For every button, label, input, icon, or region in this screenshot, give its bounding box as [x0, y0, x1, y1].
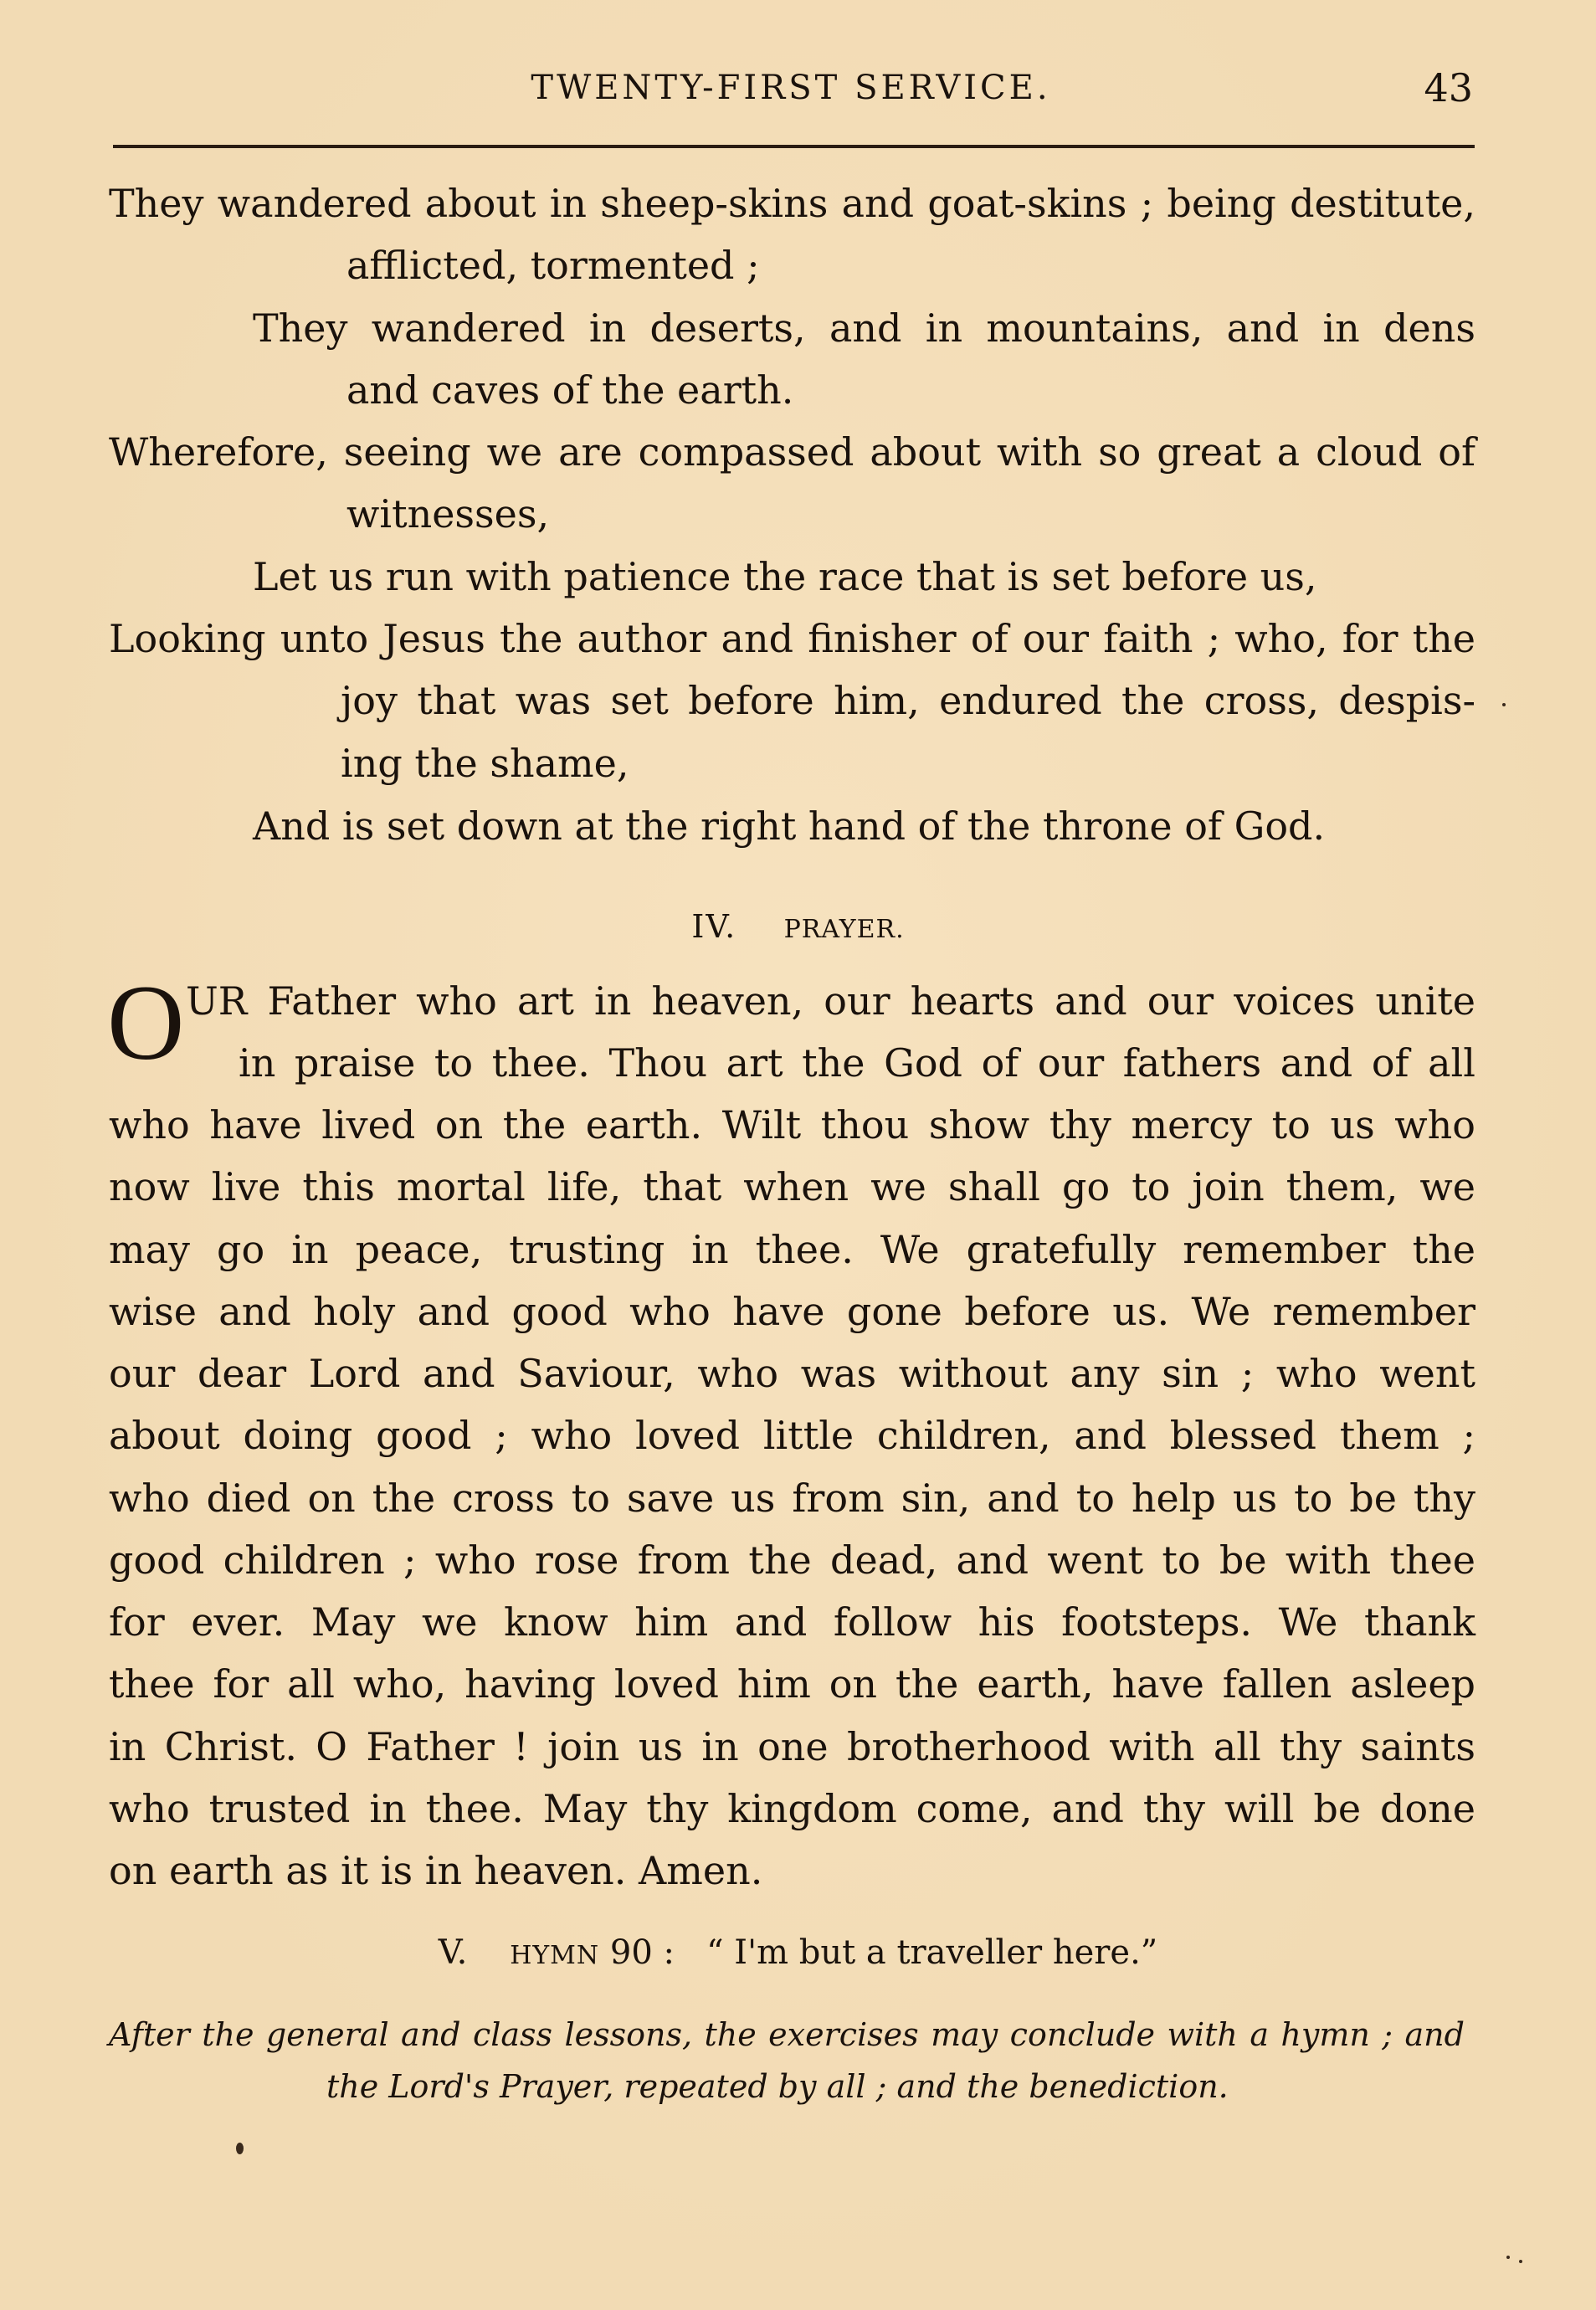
prayer-line: who died on the cross to save us from sin, and to help us to be thy [109, 1476, 1475, 1521]
scripture-line: And is set down at the right hand of the throne of God. [253, 803, 1326, 849]
hymn-line [0, 1933, 1596, 1972]
hymn-label: HYMN [510, 1941, 600, 1970]
prayer-line: wise and holy and good who have gone before us. We remember [109, 1289, 1475, 1334]
ink-speck [1502, 703, 1506, 706]
closing-note-line: After the general and class lessons, the exercises may conclude with a hymn ; and [109, 2016, 1465, 2053]
running-title: TWENTY-FIRST SERVICE. [531, 69, 1051, 107]
hymn-number: 90 : [609, 1933, 675, 1972]
header-rule [113, 145, 1475, 148]
hymn-title: “ I'm but a traveller here.” [706, 1933, 1158, 1972]
ink-speck [1506, 2256, 1510, 2259]
prayer-line: who have lived on the earth. Wilt thou show thy mercy to us who [109, 1102, 1475, 1147]
scripture-line: Looking unto Jesus the author and finisher of our faith ; who, for the [109, 616, 1475, 661]
prayer-line: may go in peace, trusting in thee. We gratefully remember the [109, 1227, 1475, 1272]
ink-speck [1519, 2260, 1522, 2263]
prayer-line: our dear Lord and Saviour, who was without any sin ; who went [109, 1351, 1475, 1396]
ink-speck [236, 2143, 244, 2154]
drop-cap: O [107, 963, 185, 1082]
running-head [109, 65, 1473, 119]
prayer-line: UR Father who art in heaven, our hearts and our voices unite [186, 978, 1475, 1024]
scripture-line: They wandered about in sheep-skins and goat-skins ; being destitute, [109, 181, 1475, 226]
scripture-line: afflicted, tormented ; [346, 243, 760, 288]
prayer-heading [0, 908, 1596, 945]
closing-note-line: the Lord's Prayer, repeated by all ; and the benediction. [326, 2068, 1229, 2105]
prayer-line: now live this mortal life, that when we shall go to join them, we [109, 1164, 1475, 1209]
scripture-line: They wandered in deserts, and in mountains, and in dens [253, 305, 1475, 351]
prayer-line: in praise to thee. Thou art the God of our fathers and of all [239, 1040, 1475, 1086]
prayer-line: about doing good ; who loved little children, and blessed them ; [109, 1413, 1475, 1458]
hymn-numeral: V. [438, 1933, 468, 1972]
prayer-line: in Christ. O Father ! join us in one brotherhood with all thy saints [109, 1724, 1475, 1769]
prayer-line: thee for all who, having loved him on the earth, have fallen asleep [109, 1661, 1475, 1707]
prayer-line: good children ; who rose from the dead, and went to be with thee [109, 1537, 1475, 1583]
scripture-line: witnesses, [346, 491, 550, 536]
scripture-line: Let us run with patience the race that is set before us, [253, 554, 1317, 599]
prayer-line: for ever. May we know him and follow his footsteps. We thank [109, 1599, 1475, 1645]
scripture-line: ing the shame, [341, 741, 629, 786]
scripture-line: Wherefore, seeing we are compassed about with so great a cloud of [109, 429, 1475, 475]
prayer-line: on earth as it is in heaven. Amen. [109, 1848, 763, 1893]
page-number: 43 [1424, 65, 1473, 110]
prayer-line: who trusted in thee. May thy kingdom come, and thy will be done [109, 1786, 1475, 1831]
scripture-line: joy that was set before him, endured the cross, despis- [341, 678, 1475, 723]
section-numeral: IV. [691, 908, 737, 945]
section-title: PRAYER. [783, 915, 905, 944]
scripture-line: and caves of the earth. [346, 367, 794, 413]
